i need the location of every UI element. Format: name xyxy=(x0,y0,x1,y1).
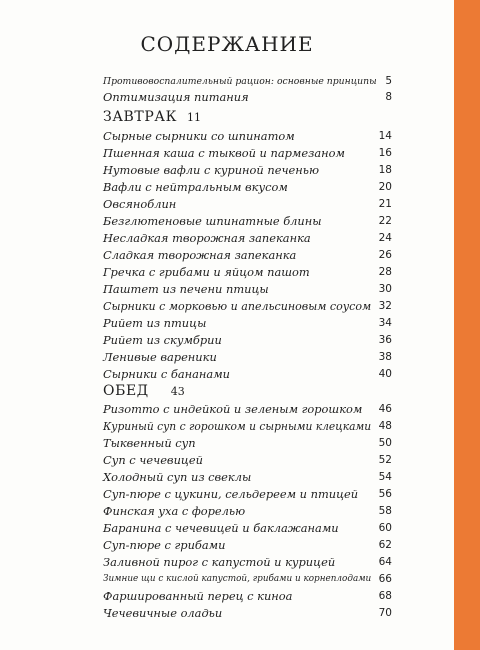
toc-entry-page: 26 xyxy=(378,249,392,261)
toc-entry xyxy=(103,605,392,622)
toc-entry-title: Тыквенный суп xyxy=(103,436,196,450)
toc-entry xyxy=(103,213,392,230)
toc-entry-title: Оптимизация питания xyxy=(103,90,249,104)
toc-entry-page: 18 xyxy=(378,164,392,176)
toc-entry-page: 36 xyxy=(378,334,392,346)
toc-entry xyxy=(103,537,392,554)
toc-entry-page: 34 xyxy=(378,317,392,329)
toc-entry-page: 24 xyxy=(378,232,392,244)
section-heading-breakfast xyxy=(103,107,201,127)
toc-entry-title: Сладкая творожная запеканка xyxy=(103,248,297,262)
toc-entry-page: 40 xyxy=(378,368,392,380)
toc-entry-page: 32 xyxy=(378,300,392,312)
toc-entry-page: 8 xyxy=(385,91,392,103)
toc-entry xyxy=(103,281,392,298)
section-page: 11 xyxy=(187,111,202,124)
toc-entry-title: Баранина с чечевицей и баклажанами xyxy=(103,521,339,535)
toc-entry xyxy=(103,162,392,179)
toc-entry xyxy=(103,349,392,366)
toc-entry-title: Сырники с морковью и апельсиновым соусом xyxy=(103,300,372,313)
toc-entry-title: Заливной пирог с капустой и курицей xyxy=(103,555,336,569)
toc-entry-page: 22 xyxy=(378,215,392,227)
toc-entry xyxy=(103,469,392,486)
toc-entry-page: 20 xyxy=(378,181,392,193)
section-title: ОБЕД xyxy=(103,383,149,399)
toc-entry xyxy=(103,435,392,452)
toc-entry-page: 5 xyxy=(385,75,392,87)
toc-entry xyxy=(103,196,392,213)
toc-entry-page: 21 xyxy=(378,198,392,210)
toc-entry xyxy=(103,315,392,332)
toc-entry-title: Овсяноблин xyxy=(103,197,177,211)
toc-entry xyxy=(103,452,392,469)
toc-entry-title: Чечевичные оладьи xyxy=(103,606,223,620)
toc-entry xyxy=(103,73,392,90)
toc-entry xyxy=(103,554,392,571)
toc-entry-title: Гречка с грибами и яйцом пашот xyxy=(103,265,310,279)
toc-entry-page: 48 xyxy=(378,420,392,432)
cover-edge-strip xyxy=(454,0,480,650)
toc-entry-title: Сырные сырники со шпинатом xyxy=(103,129,295,143)
toc-entry-title: Безглютеновые шпинатные блины xyxy=(103,214,322,228)
toc-entry-title: Несладкая творожная запеканка xyxy=(103,231,311,245)
toc-entry-title: Суп-пюре с цукини, сельдереем и птицей xyxy=(103,487,359,501)
toc-entry xyxy=(103,401,392,418)
toc-entry xyxy=(103,179,392,196)
toc-entry-title: Холодный суп из свеклы xyxy=(103,470,252,484)
toc-entry-title: Фаршированный перец с киноа xyxy=(103,589,293,603)
toc-entry-page: 14 xyxy=(378,130,392,142)
toc-entry-page: 56 xyxy=(378,488,392,500)
toc-entry-page: 46 xyxy=(378,403,392,415)
toc-entry-title: Ризотто с индейкой и зеленым горошком xyxy=(103,402,363,416)
section-heading-lunch xyxy=(103,381,185,401)
page-title: СОДЕРЖАНИЕ xyxy=(140,32,314,56)
toc-entry-title: Сырники с бананами xyxy=(103,367,230,381)
toc-entry-title: Вафли с нейтральным вкусом xyxy=(103,180,288,194)
toc-entry xyxy=(103,145,392,162)
toc-entry xyxy=(103,264,392,281)
toc-entry-title: Суп с чечевицей xyxy=(103,453,203,467)
toc-entry-page: 68 xyxy=(378,590,392,602)
toc-entry xyxy=(103,89,392,106)
toc-entry-title: Рийет из скумбрии xyxy=(103,333,222,347)
section-page: 43 xyxy=(170,385,185,398)
toc-entry-title: Финская уха с форелью xyxy=(103,504,246,518)
toc-entry xyxy=(103,588,392,605)
toc-entry-title: Паштет из печени птицы xyxy=(103,282,269,296)
toc-entry xyxy=(103,486,392,503)
toc-entry xyxy=(103,520,392,537)
toc-entry xyxy=(103,332,392,349)
toc-entry xyxy=(103,247,392,264)
toc-entry-title: Суп-пюре с грибами xyxy=(103,538,226,552)
toc-entry-page: 60 xyxy=(378,522,392,534)
toc-entry-title: Зимние щи с кислой капустой, грибами и корнеплодами xyxy=(103,574,372,584)
section-title: ЗАВТРАК xyxy=(103,109,178,125)
toc-entry-page: 66 xyxy=(378,573,392,585)
toc-entry-page: 64 xyxy=(378,556,392,568)
toc-entry-page: 62 xyxy=(378,539,392,551)
toc-entry-title: Противовоспалительный рацион: основные принципы xyxy=(103,76,377,87)
toc-entry-title: Нутовые вафли с куриной печенью xyxy=(103,163,320,177)
toc-entry-title: Куриный суп с горошком и сырными клецками xyxy=(103,420,372,433)
toc-entry-page: 28 xyxy=(378,266,392,278)
toc-entry xyxy=(103,230,392,247)
toc-entry xyxy=(103,298,392,315)
toc-entry xyxy=(103,571,392,588)
toc-entry xyxy=(103,128,392,145)
toc-entry xyxy=(103,418,392,435)
toc-entry-page: 70 xyxy=(378,607,392,619)
toc-entry-page: 52 xyxy=(378,454,392,466)
toc-entry-page: 38 xyxy=(378,351,392,363)
toc-entry-page: 30 xyxy=(378,283,392,295)
toc-entry-title: Ленивые вареники xyxy=(103,350,217,364)
toc-entry-page: 16 xyxy=(378,147,392,159)
toc-entry-page: 50 xyxy=(378,437,392,449)
toc-entry-page: 58 xyxy=(378,505,392,517)
toc-entry-title: Рийет из птицы xyxy=(103,316,207,330)
toc-entry-title: Пшенная каша с тыквой и пармезаном xyxy=(103,146,345,160)
toc-entry xyxy=(103,503,392,520)
toc-entry-page: 54 xyxy=(378,471,392,483)
